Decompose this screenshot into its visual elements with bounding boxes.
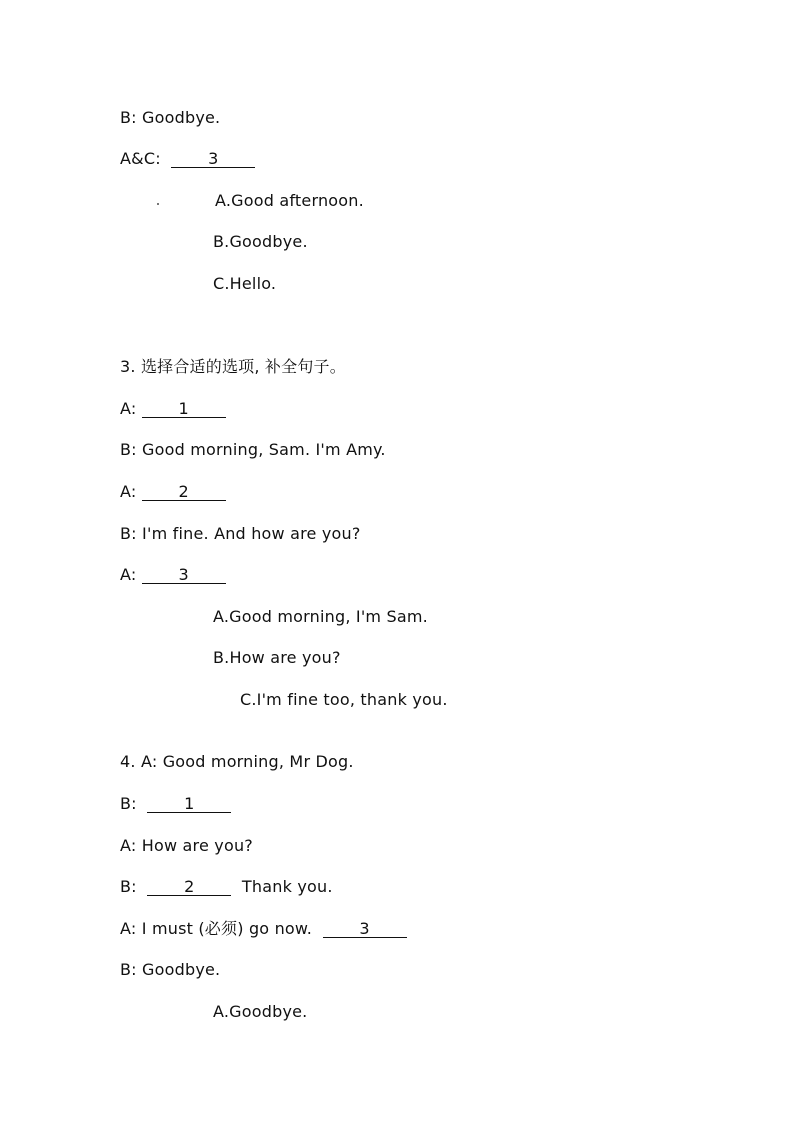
option-b: B.Goodbye. <box>213 232 308 251</box>
answer-blank[interactable]: 1 <box>147 795 231 813</box>
dialogue-line-a3 <box>120 919 407 939</box>
section-3-heading: 3. 选择合适的选项, 补全句子。 <box>120 357 346 376</box>
dialogue-line-b2: B: I'm fine. And how are you? <box>120 524 361 543</box>
dialogue-line-a1 <box>120 399 226 419</box>
option-a: A.Good morning, I'm Sam. <box>213 607 428 626</box>
dialogue-line-b3: B: Goodbye. <box>120 960 221 979</box>
section-4-heading: 4. A: Good morning, Mr Dog. <box>120 752 354 771</box>
option-b: B.How are you? <box>213 648 341 667</box>
dialogue-line-b2 <box>120 877 333 897</box>
option-c: C.Hello. <box>213 274 277 293</box>
option-c: C.I'm fine too, thank you. <box>240 690 448 709</box>
dialogue-line-a2: A: How are you? <box>120 836 253 855</box>
answer-blank[interactable]: 2 <box>142 483 226 501</box>
speaker-label: A: <box>120 565 142 584</box>
dialogue-line-b1 <box>120 794 231 814</box>
speaker-label: A&C: <box>120 149 172 168</box>
option-a: A.Good afternoon. <box>215 191 364 210</box>
speaker-label: A: <box>120 482 142 501</box>
line-text: A: I must (必须) go now. <box>120 919 323 938</box>
answer-blank[interactable]: 3 <box>142 566 226 584</box>
answer-blank[interactable]: 1 <box>142 400 226 418</box>
speaker-label: A: <box>120 399 142 418</box>
answer-blank[interactable]: 3 <box>323 920 407 938</box>
answer-blank[interactable]: 3 <box>171 150 255 168</box>
answer-blank[interactable]: 2 <box>147 878 231 896</box>
dialogue-line-ac <box>120 149 255 169</box>
dialogue-line-b-goodbye: B: Goodbye. <box>120 108 221 127</box>
dialogue-line-b1: B: Good morning, Sam. I'm Amy. <box>120 440 386 459</box>
line-suffix: Thank you. <box>231 877 333 896</box>
option-a: A.Goodbye. <box>213 1002 308 1021</box>
speaker-label: B: <box>120 794 148 813</box>
speaker-label: B: <box>120 877 148 896</box>
dialogue-line-a3 <box>120 565 226 585</box>
dialogue-line-a2 <box>120 482 226 502</box>
stray-mark <box>157 203 159 205</box>
